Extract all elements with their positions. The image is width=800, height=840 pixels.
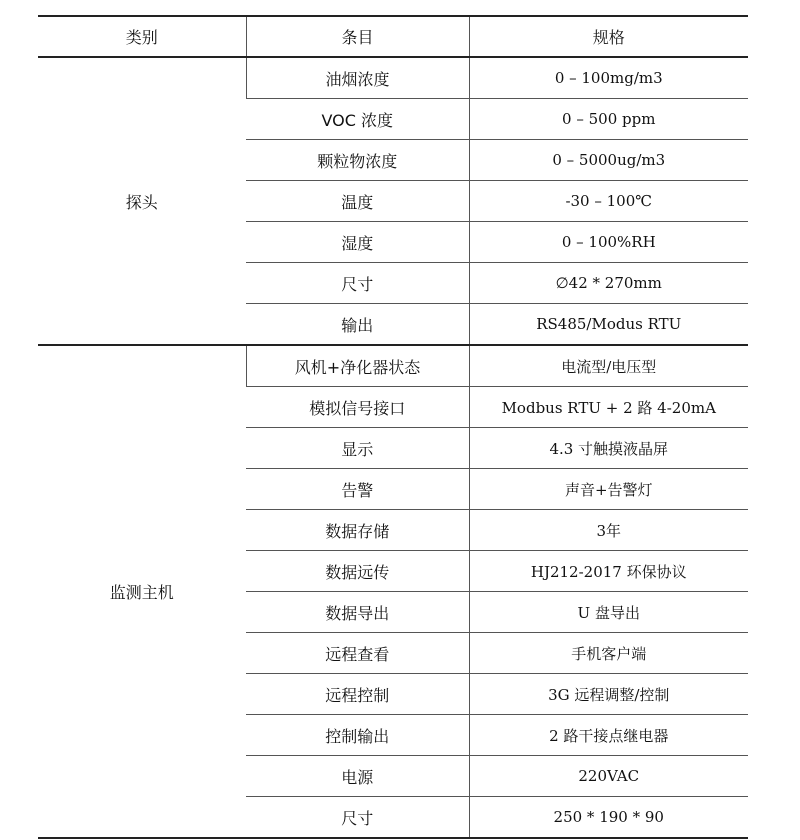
table-body [38,57,748,838]
spec-cell: 250 * 190 * 90 [469,797,748,839]
item-cell: 数据存储 [246,510,469,551]
spec-cell: 声音+告警灯 [469,469,748,510]
spec-cell: 0 – 100%RH [469,222,748,263]
spec-cell: 手机客户端 [469,633,748,674]
category-cell: 监测主机 [38,345,246,838]
item-cell: 温度 [246,181,469,222]
category-cell: 探头 [38,57,246,345]
item-cell: 油烟浓度 [246,57,469,99]
spec-cell: 0 – 5000ug/m3 [469,140,748,181]
header-category: 类别 [38,16,246,57]
spec-cell: 0 – 100mg/m3 [469,57,748,99]
spec-cell: 3G 远程调整/控制 [469,674,748,715]
spec-cell: 3年 [469,510,748,551]
spec-cell: ∅42 * 270mm [469,263,748,304]
table-row [38,345,748,387]
header-spec: 规格 [469,16,748,57]
spec-cell: HJ212-2017 环保协议 [469,551,748,592]
item-cell: 告警 [246,469,469,510]
item-cell: 风机+净化器状态 [246,345,469,387]
item-cell: VOC 浓度 [246,99,469,140]
item-cell: 控制输出 [246,715,469,756]
item-cell: 湿度 [246,222,469,263]
spec-cell: RS485/Modus RTU [469,304,748,346]
spec-cell: 2 路干接点继电器 [469,715,748,756]
item-cell: 电源 [246,756,469,797]
spec-cell: 电流型/电压型 [469,345,748,387]
spec-cell: 0 – 500 ppm [469,99,748,140]
item-cell: 输出 [246,304,469,346]
item-cell: 远程控制 [246,674,469,715]
spec-table [38,15,748,839]
table-row [38,57,748,99]
spec-cell: Modbus RTU + 2 路 4-20mA [469,387,748,428]
item-cell: 数据导出 [246,592,469,633]
spec-cell: U 盘导出 [469,592,748,633]
item-cell: 远程查看 [246,633,469,674]
spec-cell: -30 – 100℃ [469,181,748,222]
item-cell: 数据远传 [246,551,469,592]
table-header [38,16,748,57]
header-item: 条目 [246,16,469,57]
item-cell: 尺寸 [246,797,469,839]
item-cell: 显示 [246,428,469,469]
spec-cell: 220VAC [469,756,748,797]
item-cell: 模拟信号接口 [246,387,469,428]
header-row [38,16,748,57]
item-cell: 尺寸 [246,263,469,304]
item-cell: 颗粒物浓度 [246,140,469,181]
spec-cell: 4.3 寸触摸液晶屏 [469,428,748,469]
